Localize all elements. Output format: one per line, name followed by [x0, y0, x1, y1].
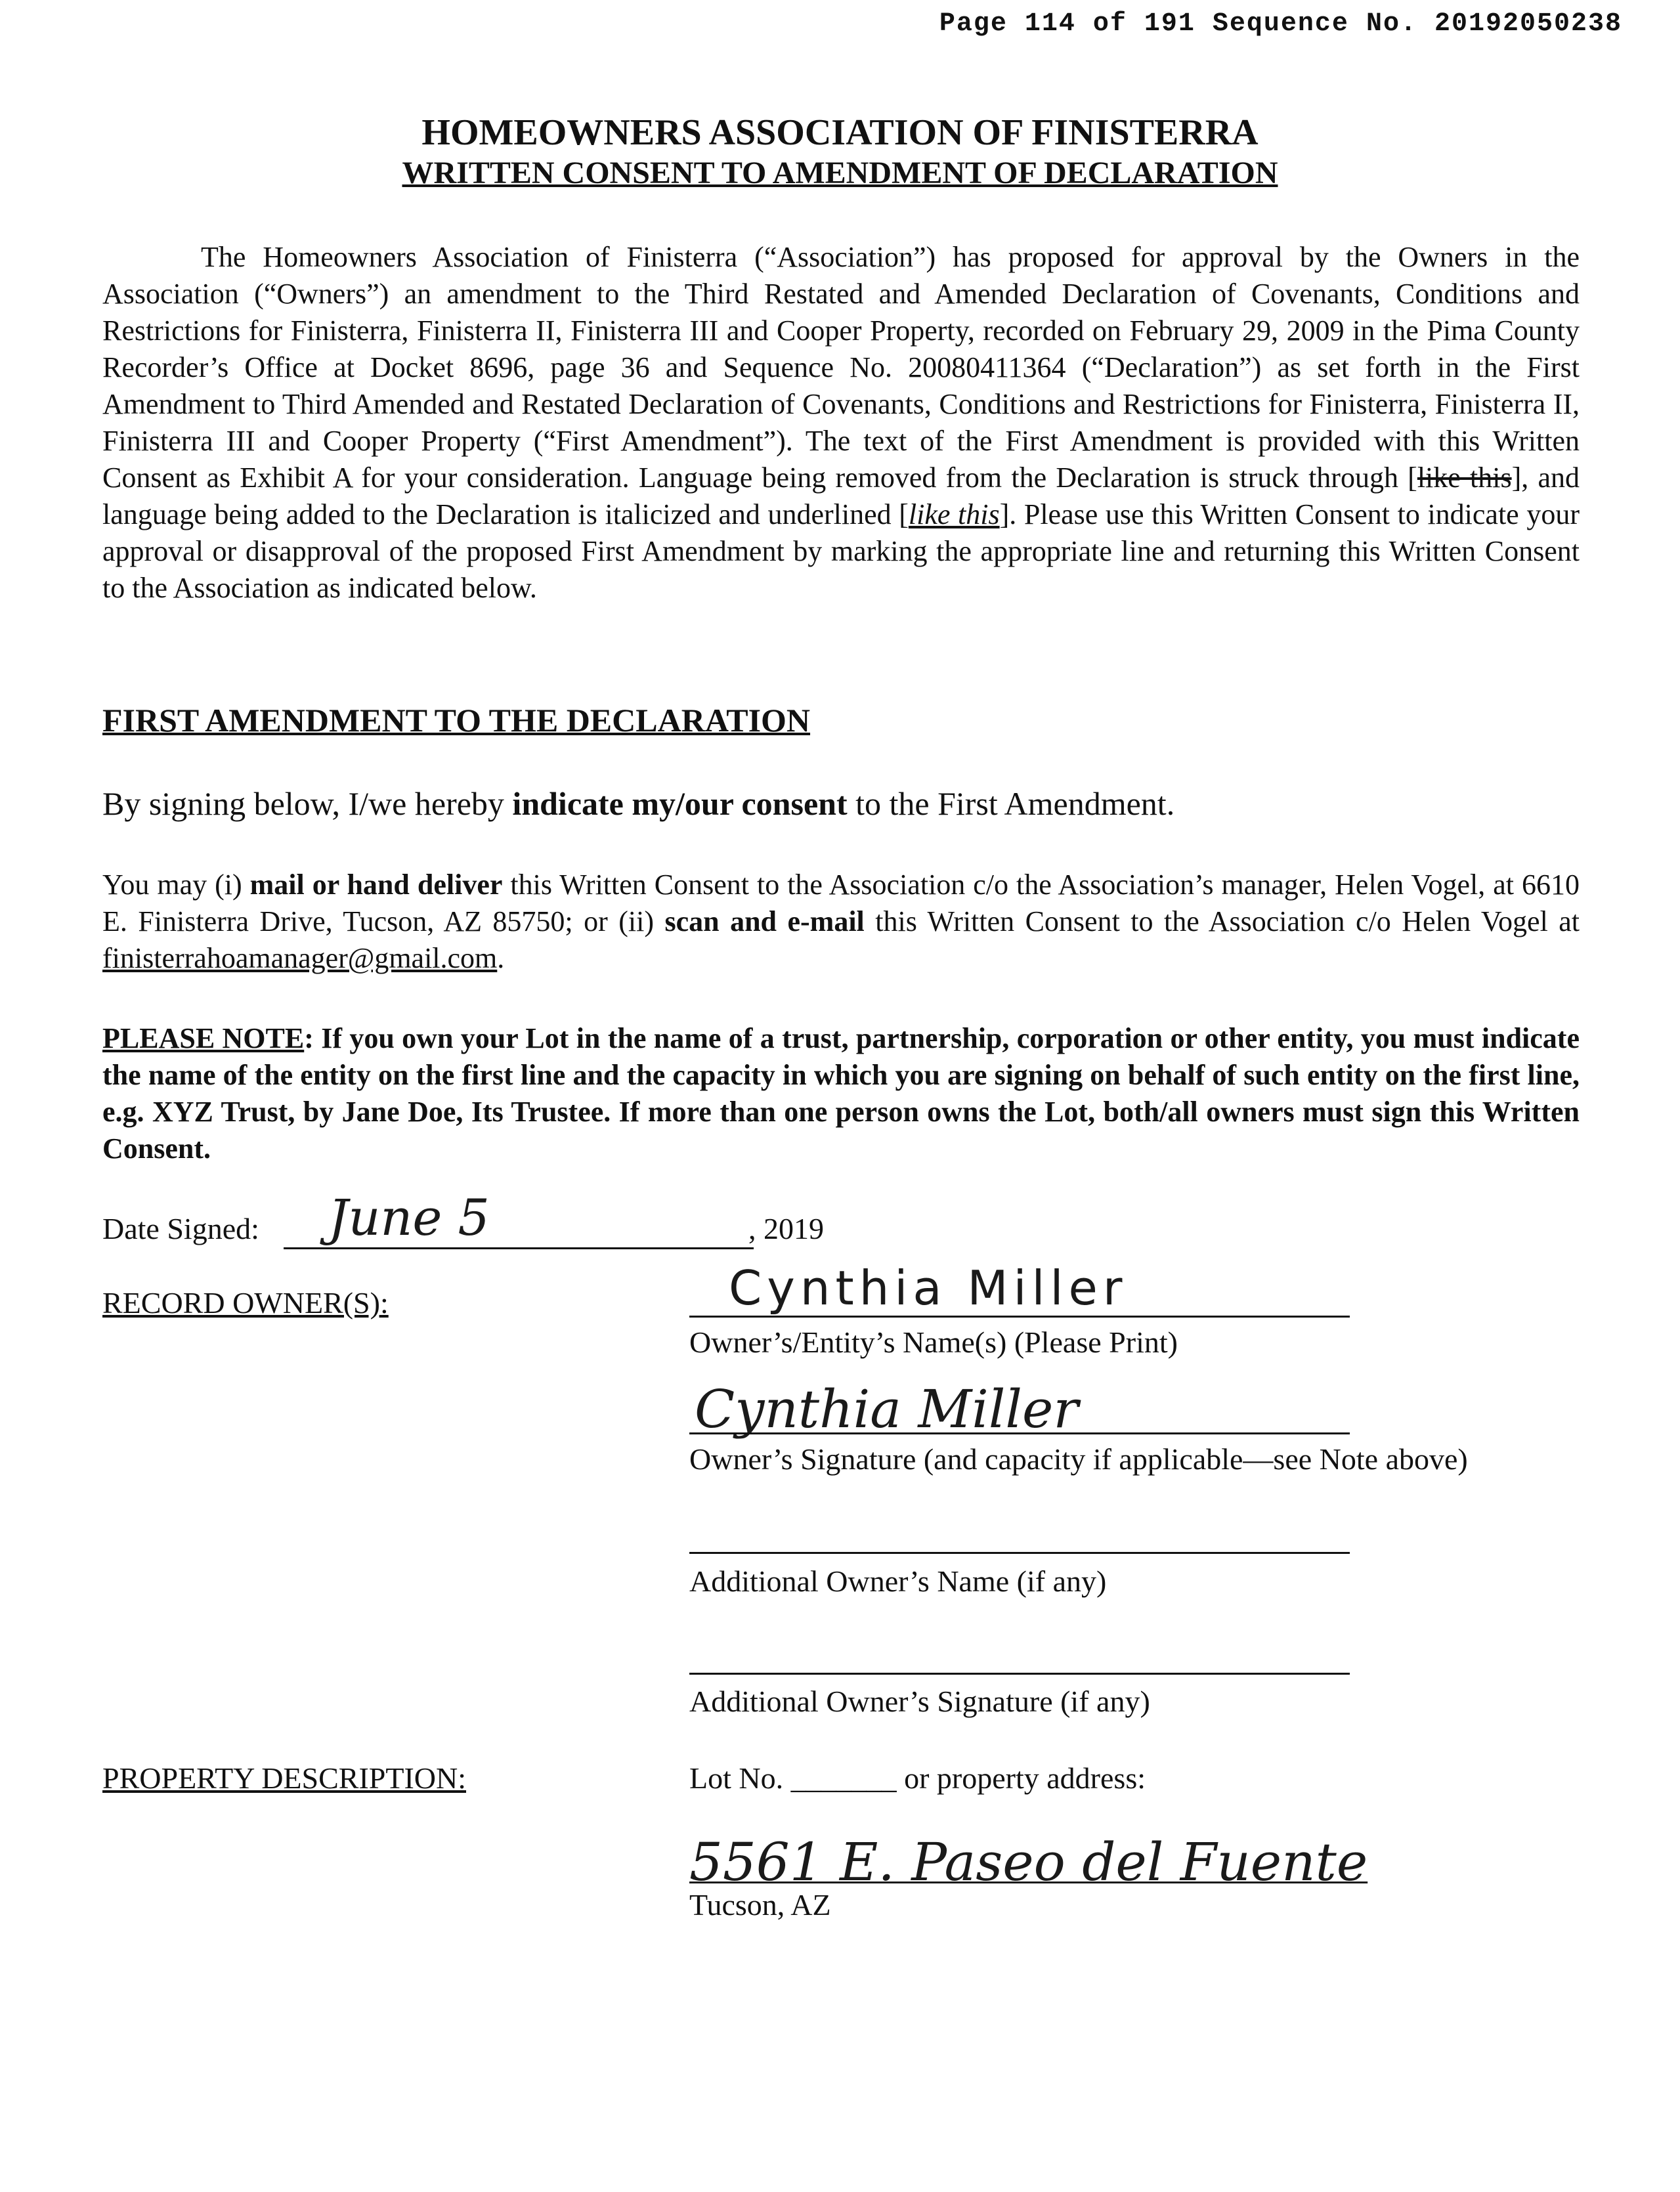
intro-text-2: ], and language being added to the Declaration is italicized and underlined [	[102, 462, 1580, 530]
owner-name-line	[689, 1316, 1350, 1318]
delivery-text-1: You may (i)	[102, 869, 250, 901]
owner-signature-caption: Owner’s Signature (and capacity if applicable—see Note above)	[689, 1442, 1468, 1476]
owner-name-handwritten[interactable]: Cynthia Miller	[729, 1260, 1128, 1316]
date-signed-line	[284, 1247, 754, 1249]
lot-blank[interactable]: _______	[790, 1761, 897, 1795]
lot-row	[689, 1761, 1146, 1795]
address-handwritten[interactable]: 5561 E. Paseo del Fuente	[689, 1832, 1368, 1893]
property-description-label: PROPERTY DESCRIPTION:	[102, 1761, 466, 1795]
address-label: or property address:	[904, 1761, 1146, 1795]
lot-label: Lot No.	[689, 1761, 784, 1795]
consent-pre: By signing below, I/we hereby	[102, 785, 513, 822]
delivery-text-2: this Written Consent to the Association c/o the Association’s manager, Helen Vogel, at 6610 E. Finisterra Drive, Tucson, AZ 85750; or (ii)	[102, 869, 1580, 937]
additional-name-line[interactable]	[689, 1552, 1350, 1554]
date-year: , 2019	[748, 1212, 824, 1245]
intro-text-1: The Homeowners Association of Finisterra (“Association”) has proposed for approval by the Owners in the Association (“Owners”) an amendment to the Third Restated and Amended Declaration of Covenants, Conditions and Restrictions for Finisterra, Finisterra II, Finisterra III and Cooper Property, recorded on February 29, 2009 in the Pima County Recorder’s Office at Docket 8696, page 36 and Sequence No. 20080411364 (“Declaration”) as set forth in the First Amendment to Third Amended and Restated Declaration of Covenants, Conditions and Restrictions for Finisterra, Finisterra II, Finisterra III and Cooper Property (“First Amendment”). The text of the First Amendment is provided with this Written Consent as Exhibit A for your consideration. Language being removed from the Declaration is struck through [	[102, 241, 1580, 494]
owner-signature-line	[689, 1432, 1350, 1434]
section-heading: FIRST AMENDMENT TO THE DECLARATION	[102, 702, 811, 739]
owner-name-caption: Owner’s/Entity’s Name(s) (Please Print)	[689, 1325, 1178, 1359]
delivery-end: .	[497, 942, 505, 974]
date-handwritten[interactable]: June 5	[328, 1188, 490, 1247]
please-note-text: : If you own your Lot in the name of a trust, partnership, corporation or other entity, you must indicate the name of the entity on the first line and the capacity in which you are signing on behalf of such entity on the first line, e.g. XYZ Trust, by Jane Doe, Its Trustee. If more than one person owns the Lot, both/all owners must sign this Written Consent.	[102, 1022, 1580, 1165]
additional-signature-caption: Additional Owner’s Signature (if any)	[689, 1685, 1150, 1718]
additional-name-caption: Additional Owner’s Name (if any)	[689, 1564, 1107, 1598]
delivery-instructions	[102, 867, 1580, 977]
consent-post: to the First Amendment.	[847, 785, 1175, 822]
struck-example: like this	[1417, 462, 1512, 494]
manager-email-link[interactable]: finisterrahoamanager@gmail.com	[102, 942, 498, 974]
delivery-text-3: this Written Consent to the Association c/o Helen Vogel at	[864, 905, 1580, 937]
delivery-bold-1: mail or hand deliver	[249, 869, 503, 901]
page-sequence-header: Page 114 of 191 Sequence No. 20192050238	[939, 9, 1622, 39]
intro-paragraph	[102, 239, 1580, 607]
city-text: Tucson, AZ	[689, 1888, 831, 1922]
record-owners-label: RECORD OWNER(S):	[102, 1286, 389, 1320]
consent-bold: indicate my/our consent	[512, 785, 848, 822]
intro-text-3: ]. Please use this Written Consent to indicate your approval or disapproval of the proposed First Amendment by marking the appropriate line and returning this Written Consent to the Association as indicated below.	[102, 498, 1580, 604]
owner-signature-handwritten[interactable]: Cynthia Miller	[695, 1379, 1079, 1440]
date-signed-label: Date Signed:	[102, 1212, 259, 1245]
additional-signature-line[interactable]	[689, 1673, 1350, 1675]
consent-statement	[102, 784, 1174, 823]
delivery-bold-2: scan and e-mail	[664, 905, 865, 937]
document-subtitle: WRITTEN CONSENT TO AMENDMENT OF DECLARATION	[402, 156, 1278, 190]
document-title: HOMEOWNERS ASSOCIATION OF FINISTERRA	[421, 112, 1259, 153]
please-note-label: PLEASE NOTE	[102, 1022, 305, 1054]
please-note-paragraph	[102, 1020, 1580, 1167]
added-example: like this	[908, 498, 1000, 530]
